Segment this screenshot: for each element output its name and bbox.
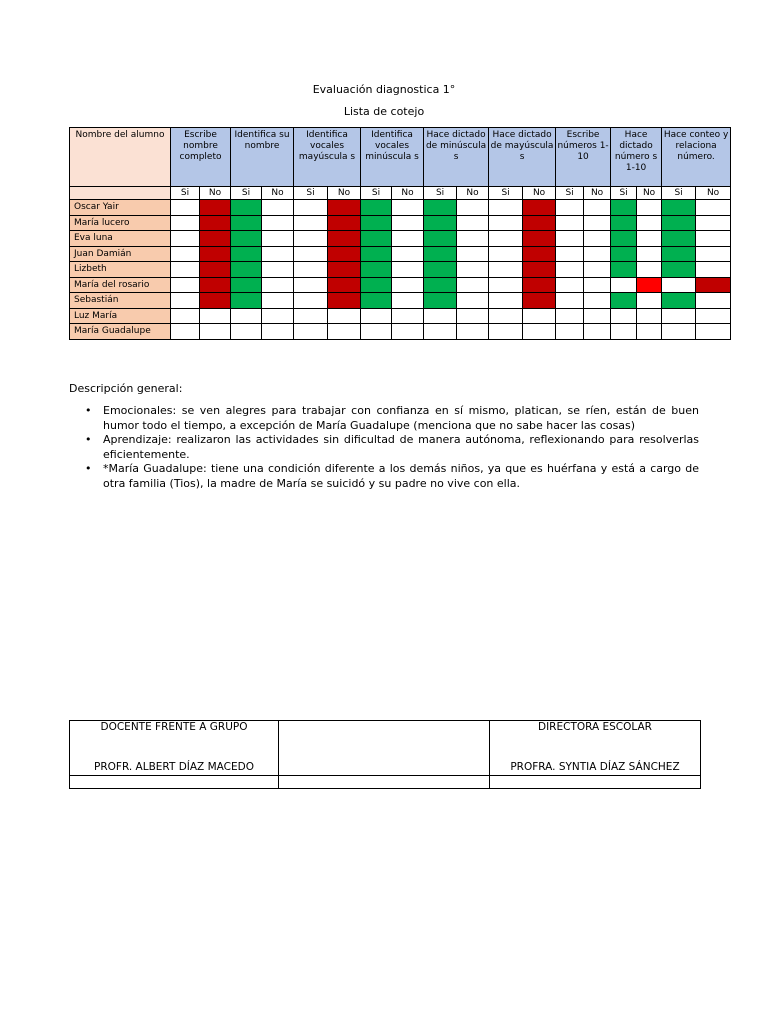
bullet-text: *María Guadalupe: tiene una condición diferente a los demás niños, ya que es huérfana y está a cargo de otra familia (Tios), la madre de María se suicidó y su padre no vive con ella. — [103, 462, 699, 490]
mark-cell-empty — [392, 262, 424, 278]
blank-cell — [70, 776, 279, 789]
no-label: No — [392, 187, 424, 200]
mark-cell-empty — [392, 277, 424, 293]
mark-cell-empty — [294, 324, 328, 340]
mark-cell-empty — [489, 262, 523, 278]
mark-cell-empty — [361, 308, 392, 324]
mark-cell-empty — [611, 324, 637, 340]
criterion-header: Hace dictado de minúscula s — [424, 128, 489, 187]
mark-cell-empty — [262, 246, 294, 262]
director-signature-cell — [490, 721, 701, 776]
mark-cell-no — [200, 200, 231, 216]
mark-cell-empty — [637, 324, 662, 340]
mark-cell-si — [231, 231, 262, 247]
mark-cell-no — [523, 200, 556, 216]
mark-cell-empty — [457, 215, 489, 231]
mark-cell-empty — [523, 308, 556, 324]
mark-cell-empty — [171, 262, 200, 278]
mark-cell-empty — [262, 308, 294, 324]
mark-cell-no — [200, 231, 231, 247]
mark-cell-si — [611, 215, 637, 231]
student-row — [70, 308, 731, 324]
student-name: Luz María — [70, 308, 171, 324]
criteria-header-row — [70, 128, 731, 187]
mark-cell-empty — [584, 231, 611, 247]
mark-cell-no — [523, 293, 556, 309]
mark-cell-empty — [200, 308, 231, 324]
mark-cell-si — [424, 246, 457, 262]
student-row — [70, 231, 731, 247]
student-row — [70, 277, 731, 293]
mark-cell-si — [424, 277, 457, 293]
mark-cell-empty — [262, 215, 294, 231]
mark-cell-empty — [696, 231, 731, 247]
mark-cell-empty — [392, 324, 424, 340]
mark-cell-si — [662, 293, 696, 309]
mark-cell-empty — [556, 200, 584, 216]
mark-cell-no — [200, 262, 231, 278]
mark-cell-empty — [457, 262, 489, 278]
mark-cell-empty — [457, 277, 489, 293]
mark-cell-no — [637, 277, 662, 293]
mark-cell-si — [662, 215, 696, 231]
mark-cell-empty — [171, 308, 200, 324]
mark-cell-no — [328, 262, 361, 278]
name-header-spacer — [70, 187, 171, 200]
student-name: María lucero — [70, 215, 171, 231]
mark-cell-empty — [556, 324, 584, 340]
mark-cell-empty — [262, 200, 294, 216]
mark-cell-no — [200, 215, 231, 231]
bullet-text: Emocionales: se ven alegres para trabajar con confianza en sí mismo, platican, se ríen, están de buen humor todo el tiempo, a excepción de María Guadalupe (menciona que no sabe hacer las cosas) — [103, 404, 699, 432]
mark-cell-si — [361, 231, 392, 247]
mark-cell-empty — [611, 308, 637, 324]
description-bullet — [69, 404, 699, 433]
student-name: María Guadalupe — [70, 324, 171, 340]
blank-cell — [490, 776, 701, 789]
student-row — [70, 215, 731, 231]
student-row — [70, 262, 731, 278]
description-list — [69, 404, 699, 491]
no-label: No — [328, 187, 361, 200]
checklist-table — [69, 127, 731, 340]
mark-cell-empty — [662, 308, 696, 324]
mark-cell-empty — [662, 324, 696, 340]
mark-cell-empty — [457, 308, 489, 324]
mark-cell-no — [523, 277, 556, 293]
mark-cell-empty — [662, 277, 696, 293]
mark-cell-empty — [231, 308, 262, 324]
mark-cell-empty — [584, 262, 611, 278]
mark-cell-empty — [262, 293, 294, 309]
student-name-header: Nombre del alumno — [70, 128, 171, 187]
signature-table — [69, 720, 701, 789]
mark-cell-si — [424, 231, 457, 247]
mark-cell-si — [611, 246, 637, 262]
mark-cell-empty — [637, 293, 662, 309]
mark-cell-empty — [637, 308, 662, 324]
student-row — [70, 200, 731, 216]
mark-cell-empty — [457, 231, 489, 247]
mark-cell-si — [231, 262, 262, 278]
mark-cell-empty — [637, 246, 662, 262]
mark-cell-empty — [489, 246, 523, 262]
criterion-header: Hace conteo y relaciona número. — [662, 128, 731, 187]
mark-cell-si — [424, 200, 457, 216]
mark-cell-empty — [171, 277, 200, 293]
teacher-name: PROFR. ALBERT DÍAZ MACEDO — [94, 761, 254, 773]
mark-cell-empty — [489, 293, 523, 309]
si-label: Si — [662, 187, 696, 200]
mark-cell-empty — [696, 324, 731, 340]
mark-cell-empty — [696, 246, 731, 262]
bullet-dot-icon: • — [85, 404, 92, 417]
description-bullet — [69, 462, 699, 491]
mark-cell-empty — [294, 246, 328, 262]
mark-cell-si — [231, 215, 262, 231]
mark-cell-empty — [637, 200, 662, 216]
mark-cell-no — [328, 231, 361, 247]
student-name: Lizbeth — [70, 262, 171, 278]
mark-cell-empty — [637, 215, 662, 231]
student-name: María del rosario — [70, 277, 171, 293]
si-label: Si — [361, 187, 392, 200]
bullet-text: Aprendizaje: realizaron las actividades sin dificultad de manera autónoma, reflexionando para resolverlas eficientemente. — [103, 433, 699, 461]
mark-cell-empty — [611, 277, 637, 293]
mark-cell-empty — [556, 308, 584, 324]
mark-cell-empty — [696, 200, 731, 216]
signature-row — [70, 721, 701, 776]
criterion-header: Identifica su nombre — [231, 128, 294, 187]
no-label: No — [584, 187, 611, 200]
mark-cell-empty — [584, 215, 611, 231]
bullet-dot-icon: • — [85, 433, 92, 446]
mark-cell-si — [424, 215, 457, 231]
mark-cell-empty — [294, 215, 328, 231]
mark-cell-si — [361, 262, 392, 278]
no-label: No — [696, 187, 731, 200]
mark-cell-si — [361, 293, 392, 309]
no-label: No — [200, 187, 231, 200]
student-name: Sebastián — [70, 293, 171, 309]
mark-cell-empty — [424, 308, 457, 324]
mark-cell-empty — [392, 293, 424, 309]
si-label: Si — [489, 187, 523, 200]
mark-cell-si — [611, 293, 637, 309]
student-name: Juan Damián — [70, 246, 171, 262]
si-label: Si — [424, 187, 457, 200]
mark-cell-empty — [637, 231, 662, 247]
mark-cell-empty — [584, 246, 611, 262]
mark-cell-empty — [584, 308, 611, 324]
criterion-header: Escribe números 1-10 — [556, 128, 611, 187]
mark-cell-no — [200, 246, 231, 262]
criterion-header: Identifica vocales minúscula s — [361, 128, 424, 187]
mark-cell-empty — [696, 293, 731, 309]
mark-cell-empty — [696, 262, 731, 278]
student-name: Oscar Yair — [70, 200, 171, 216]
mark-cell-empty — [294, 231, 328, 247]
criterion-header: Hace dictado de mayúscula s — [489, 128, 556, 187]
teacher-signature-cell — [70, 721, 279, 776]
mark-cell-empty — [556, 277, 584, 293]
mark-cell-si — [611, 200, 637, 216]
teacher-role: DOCENTE FRENTE A GRUPO — [100, 721, 248, 733]
mark-cell-si — [361, 215, 392, 231]
mark-cell-empty — [489, 231, 523, 247]
mark-cell-si — [231, 293, 262, 309]
mark-cell-no — [200, 277, 231, 293]
mark-cell-empty — [556, 262, 584, 278]
mark-cell-empty — [171, 293, 200, 309]
mark-cell-si — [611, 231, 637, 247]
mark-cell-empty — [696, 215, 731, 231]
blank-cell — [279, 776, 490, 789]
mark-cell-empty — [489, 277, 523, 293]
bullet-dot-icon: • — [85, 462, 92, 475]
si-label: Si — [171, 187, 200, 200]
mark-cell-empty — [584, 277, 611, 293]
student-rows — [70, 200, 731, 340]
mark-cell-empty — [584, 293, 611, 309]
director-role: DIRECTORA ESCOLAR — [538, 721, 652, 733]
document-title: Evaluación diagnostica 1° — [312, 83, 456, 96]
mark-cell-empty — [200, 324, 231, 340]
si-label: Si — [611, 187, 637, 200]
mark-cell-empty — [171, 200, 200, 216]
mark-cell-empty — [328, 308, 361, 324]
si-label: Si — [294, 187, 328, 200]
mark-cell-no — [328, 200, 361, 216]
mark-cell-empty — [294, 293, 328, 309]
si-no-header-row — [70, 187, 731, 200]
mark-cell-empty — [457, 324, 489, 340]
mark-cell-empty — [392, 231, 424, 247]
criterion-header: Escribe nombre completo — [171, 128, 231, 187]
mark-cell-empty — [294, 277, 328, 293]
mark-cell-empty — [584, 324, 611, 340]
mark-cell-no — [328, 246, 361, 262]
mark-cell-si — [662, 200, 696, 216]
mark-cell-empty — [262, 277, 294, 293]
mark-cell-empty — [294, 262, 328, 278]
mark-cell-empty — [392, 200, 424, 216]
mark-cell-empty — [231, 324, 262, 340]
no-label: No — [637, 187, 662, 200]
mark-cell-empty — [556, 215, 584, 231]
mark-cell-empty — [457, 200, 489, 216]
mark-cell-empty — [294, 200, 328, 216]
mark-cell-si — [662, 231, 696, 247]
mark-cell-no — [523, 262, 556, 278]
mark-cell-empty — [424, 324, 457, 340]
mark-cell-empty — [457, 293, 489, 309]
mark-cell-empty — [171, 246, 200, 262]
mark-cell-si — [424, 262, 457, 278]
mark-cell-no — [523, 231, 556, 247]
mark-cell-empty — [361, 324, 392, 340]
student-name: Eva luna — [70, 231, 171, 247]
mark-cell-empty — [171, 231, 200, 247]
mark-cell-no — [200, 293, 231, 309]
student-row — [70, 246, 731, 262]
no-label: No — [523, 187, 556, 200]
director-name: PROFRA. SYNTIA DÍAZ SÁNCHEZ — [510, 761, 680, 773]
mark-cell-no — [328, 293, 361, 309]
document-subtitle: Lista de cotejo — [343, 105, 425, 118]
mark-cell-empty — [489, 324, 523, 340]
signature-bottom-row — [70, 776, 701, 789]
mark-cell-empty — [584, 200, 611, 216]
mark-cell-empty — [696, 308, 731, 324]
mark-cell-empty — [262, 262, 294, 278]
student-row — [70, 293, 731, 309]
mark-cell-empty — [556, 246, 584, 262]
mark-cell-no — [523, 246, 556, 262]
mark-cell-empty — [392, 246, 424, 262]
mark-cell-empty — [556, 231, 584, 247]
mark-cell-empty — [262, 324, 294, 340]
description-bullet — [69, 433, 699, 462]
mark-cell-empty — [489, 200, 523, 216]
student-row — [70, 324, 731, 340]
mark-cell-si — [611, 262, 637, 278]
criterion-header: Identifica vocales mayúscula s — [294, 128, 361, 187]
mark-cell-empty — [489, 308, 523, 324]
mark-cell-si — [361, 200, 392, 216]
mark-cell-empty — [392, 215, 424, 231]
mark-cell-empty — [294, 308, 328, 324]
mark-cell-empty — [328, 324, 361, 340]
mark-cell-empty — [489, 215, 523, 231]
mark-cell-empty — [523, 324, 556, 340]
mark-cell-si — [231, 246, 262, 262]
mark-cell-empty — [171, 324, 200, 340]
blank-signature-cell — [279, 721, 490, 776]
no-label: No — [262, 187, 294, 200]
no-label: No — [457, 187, 489, 200]
mark-cell-si — [231, 200, 262, 216]
mark-cell-no — [328, 215, 361, 231]
description-heading: Descripción general: — [69, 382, 183, 395]
mark-cell-empty — [637, 262, 662, 278]
mark-cell-si — [662, 246, 696, 262]
mark-cell-si — [424, 293, 457, 309]
mark-cell-si — [361, 277, 392, 293]
mark-cell-si — [361, 246, 392, 262]
mark-cell-no — [328, 277, 361, 293]
mark-cell-no — [696, 277, 731, 293]
mark-cell-empty — [171, 215, 200, 231]
mark-cell-no — [523, 215, 556, 231]
mark-cell-empty — [392, 308, 424, 324]
mark-cell-empty — [556, 293, 584, 309]
si-label: Si — [556, 187, 584, 200]
mark-cell-si — [231, 277, 262, 293]
mark-cell-empty — [457, 246, 489, 262]
mark-cell-empty — [262, 231, 294, 247]
si-label: Si — [231, 187, 262, 200]
mark-cell-si — [662, 262, 696, 278]
criterion-header: Hace dictado número s 1-10 — [611, 128, 662, 187]
